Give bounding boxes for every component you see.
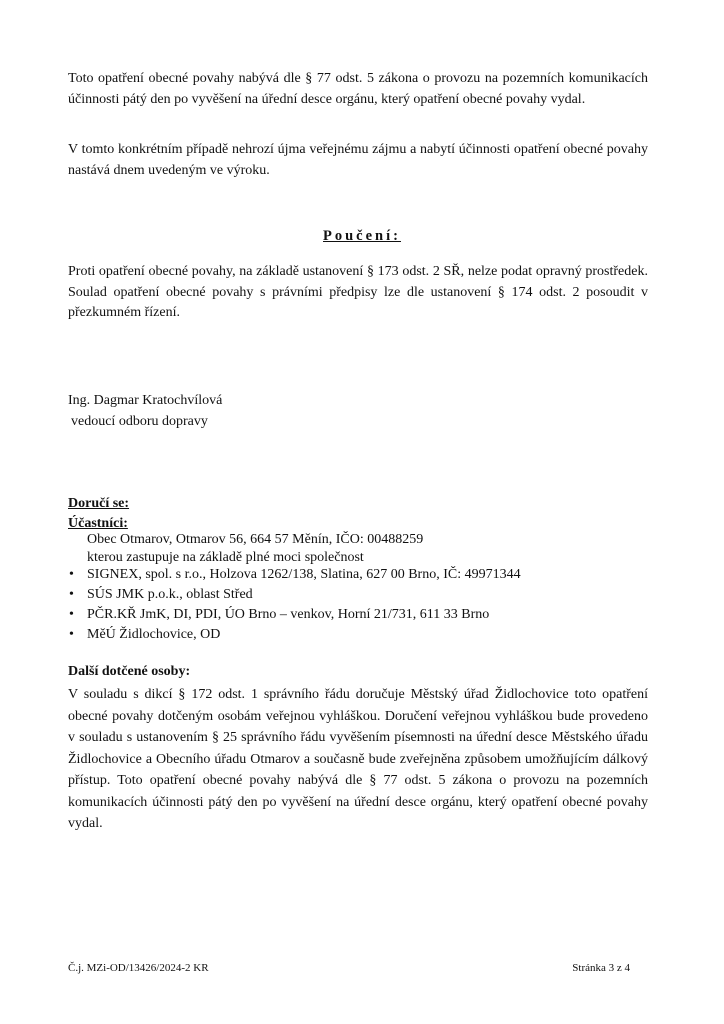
list-item: [68, 625, 521, 645]
effect-notice-paragraph: Toto opatření obecné povahy nabývá dle § 77 odst. 5 zákona o provozu na pozemních komunikacích účinnosti pátý den po vyvěšení na úřední desce orgánu, který opatření obecné povahy vydal.: [68, 71, 648, 107]
signature-block: [68, 391, 222, 432]
participants-title: Účastníci:: [68, 516, 128, 531]
list-item: [68, 585, 521, 605]
recipient-text: SÚS JMK p.o.k., oblast Střed: [87, 587, 253, 602]
bullet-icon: •: [69, 567, 74, 582]
list-item: [68, 605, 521, 625]
first-recipient: Obec Otmarov, Otmarov 56, 664 57 Měnín, IČO: 00488259: [87, 532, 424, 547]
recipient-text: MěÚ Židlochovice, OD: [87, 627, 221, 642]
recipient-text: SIGNEX, spol. s r.o., Holzova 1262/138, Slatina, 627 00 Brno, IČ: 49971344: [87, 567, 521, 582]
first-recipient-note: kterou zastupuje na základě plné moci společnost: [87, 550, 364, 565]
public-interest-paragraph: V tomto konkrétním případě nehrozí újma veřejnému zájmu a nabytí účinnosti opatření obecné povahy nastává dnem uvedeným ve výroku.: [68, 142, 648, 178]
signatory-name: Ing. Dagmar Kratochvílová: [68, 393, 223, 408]
recipient-text: PČR.KŘ JmK, DI, PDI, ÚO Brno – venkov, Horní 21/731, 611 33 Brno: [87, 607, 490, 622]
reference-number: Č.j. MZi-OD/13426/2024-2 KR: [68, 962, 209, 974]
bullet-icon: •: [69, 607, 74, 622]
list-item: [68, 565, 521, 585]
delivery-title: Doručí se:: [68, 496, 130, 511]
page-number: Stránka 3 z 4: [572, 962, 630, 974]
other-persons-title: Další dotčené osoby:: [68, 664, 191, 679]
instruction-paragraph: Proti opatření obecné povahy, na základě ustanovení § 173 odst. 2 SŘ, nelze podat opravný prostředek. Soulad opatření obecné povahy s právními předpisy lze dle ustanovení § 174 odst. 2 posoudit v přezkumném řízení.: [68, 264, 648, 320]
bullet-icon: •: [69, 627, 74, 642]
signatory-role: vedoucí odboru dopravy: [71, 413, 208, 429]
instruction-heading: Poučení:: [323, 228, 401, 244]
bullet-icon: •: [69, 587, 74, 602]
recipient-list: [68, 565, 521, 645]
other-persons-paragraph: V souladu s dikcí § 172 odst. 1 správního řádu doručuje Městský úřad Židlochovice toto opatření obecné povahy dotčeným osobám veřejnou vyhláškou. Doručení veřejnou vyhláškou bude provedeno v souladu s ustanovením § 25 správního řádu vyvěšením písemnosti na úřední desce Městského úřadu Židlochovice a Obecního úřadu Otmarov a současně bude zveřejněna způsobem umožňujícím dálkový přístup. Toto opatření obecné povahy nabývá dle § 77 odst. 5 zákona o provozu na pozemních komunikacích účinnosti pátý den po vyvěšení na úřední desce orgánu, který opatření obecné povahy vydal.: [68, 687, 648, 831]
